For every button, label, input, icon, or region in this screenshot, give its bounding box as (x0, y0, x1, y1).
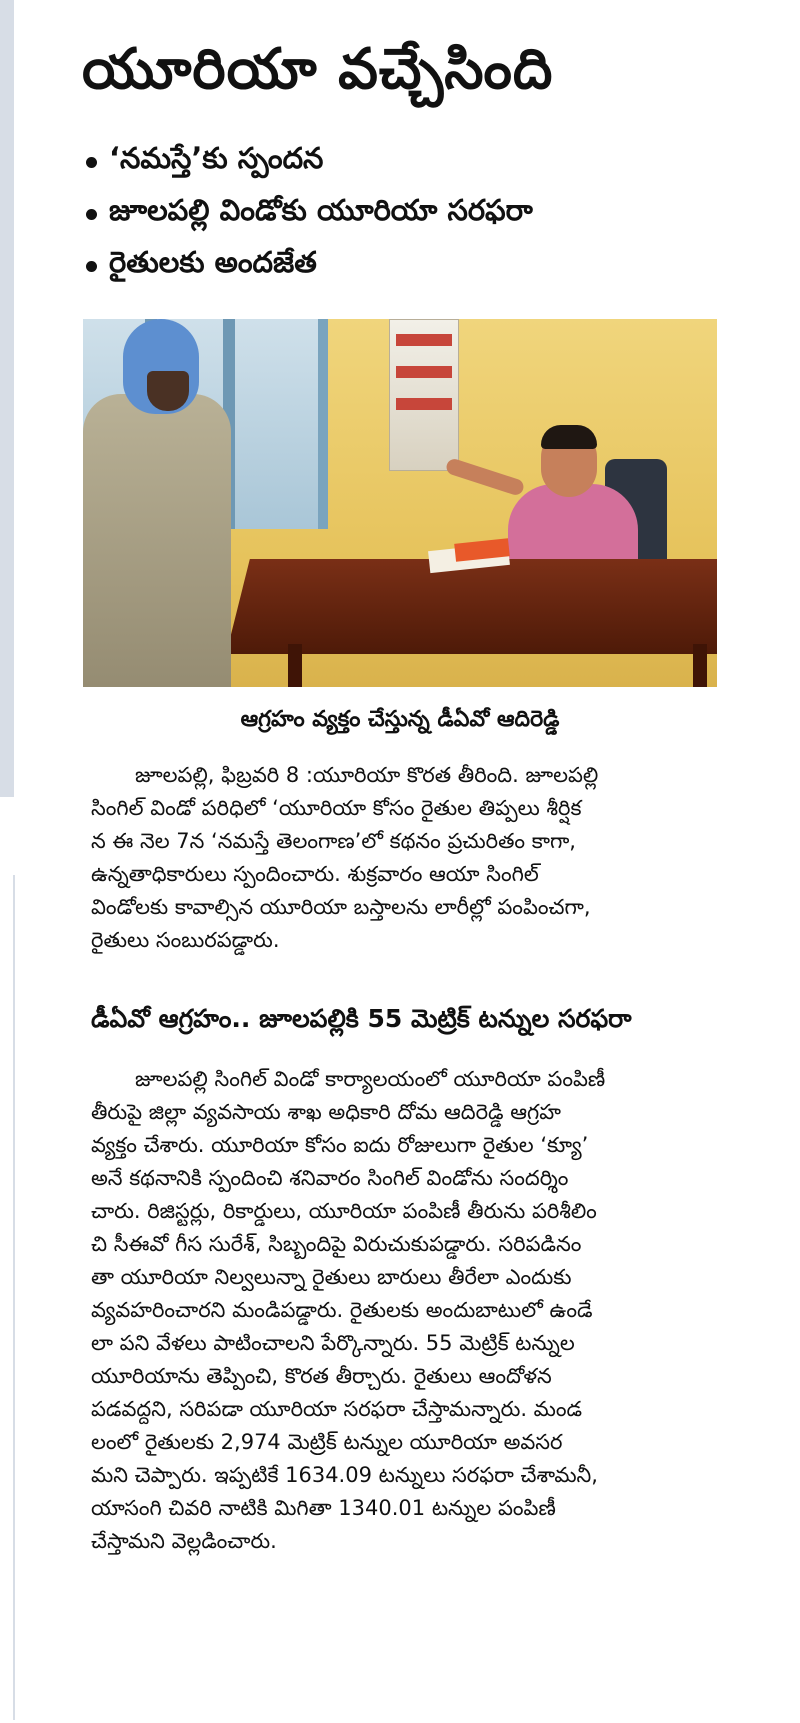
bullet-item (86, 240, 736, 292)
headline: యూరియా వచ్చేసింది (82, 37, 554, 102)
bullet-text: రైతులకు అందజేత (109, 245, 317, 279)
calendar-strip (396, 398, 452, 410)
paragraph-line: చి సీఈవో గీస సురేశ్, సిబ్బందిపై విరుచుకుపడ్డారు. సరిపడినం (91, 1232, 582, 1256)
paragraph-line: చేస్తామని వెల్లడించారు. (91, 1529, 277, 1553)
sub-heading: డీఏవో ఆగ్రహం.. జూలపల్లికి 55 మెట్రిక్ టన్నుల సరఫరా (91, 1004, 632, 1033)
left-margin-rule-lower (13, 875, 15, 1720)
bullet-text: ‘నమస్తే’కు స్పందన (109, 141, 324, 175)
paragraph-line: తీరుపై జిల్లా వ్యవసాయ శాఖ అధికారి దోమ ఆదిరెడ్డి ఆగ్రహ (91, 1100, 561, 1124)
paragraph-line: పడవద్దని, సరిపడా యూరియా సరఫరా చేస్తామన్నారు. మండ (91, 1397, 583, 1421)
bullet-item (86, 188, 736, 240)
bullet-dot-icon (86, 261, 97, 272)
seated-officer-hair (541, 425, 597, 449)
bullet-dot-icon (86, 157, 97, 168)
calendar-strip (396, 334, 452, 346)
paragraph-line: యాసంగి చివరి నాటికి మిగితా 1340.01 టన్నుల పంపిణీ (91, 1496, 556, 1520)
paragraph-line: జూలపల్లి సింగిల్ విండో కార్యాలయంలో యూరియా పంపిణీ (135, 1067, 606, 1091)
paragraph-line: ఉన్నతాధికారులు స్పందించారు. శుక్రవారం ఆయా సింగిల్ (91, 862, 539, 886)
article-paragraph-1 (91, 759, 723, 957)
paragraph-line: జూలపల్లి, ఫిబ్రవరి 8 :యూరియా కొరత తీరింది. జూలపల్లి (135, 763, 599, 787)
bullet-list (86, 136, 736, 292)
wall-calendar (389, 319, 459, 471)
paragraph-line: చారు. రిజిస్టర్లు, రికార్డులు, యూరియా పంపిణీ తీరును పరిశీలిం (91, 1199, 597, 1223)
paragraph-line: తా యూరియా నిల్వలున్నా రైతులు బారులు తీరేలా ఎందుకు (91, 1265, 572, 1289)
paragraph-line: వ్యక్తం చేశారు. యూరియా కోసం ఐదు రోజులుగా రైతుల ‘క్యూ’ (91, 1133, 589, 1157)
paragraph-line: లంలో రైతులకు 2,974 మెట్రిక్ టన్నుల యూరియా అవసర (91, 1430, 563, 1454)
office-desk (226, 559, 717, 654)
desk-leg (288, 644, 302, 687)
left-margin-rule (0, 0, 14, 797)
article-paragraph-2 (91, 1063, 723, 1558)
paragraph-line: విండోలకు కావాల్సిన యూరియా బస్తాలను లారీల్లో పంపించగా, (91, 895, 591, 919)
paragraph-line: లా పని వేళలు పాటించాలని పేర్కొన్నారు. 55 మెట్రిక్ టన్నుల (91, 1331, 575, 1355)
paragraph-line: యూరియాను తెప్పించి, కొరత తీర్చారు. రైతులు ఆందోళన (91, 1364, 552, 1388)
standing-man (83, 394, 231, 687)
news-photo (83, 319, 717, 687)
standing-man-beard (147, 371, 189, 411)
calendar-strip (396, 366, 452, 378)
paragraph-line: సింగిల్ విండో పరిధిలో ‘యూరియా కోసం రైతుల తిప్పలు శీర్షిక (91, 796, 582, 820)
paragraph-line: మని చెప్పారు. ఇప్పటికే 1634.09 టన్నులు సరఫరా చేశామనీ, (91, 1463, 598, 1487)
paragraph-line: న ఈ నెల 7న ‘నమస్తే తెలంగాణ’లో కథనం ప్రచురితం కాగా, (91, 829, 576, 853)
bullet-item (86, 136, 736, 188)
bullet-text: జూలపల్లి విండోకు యూరియా సరఫరా (109, 193, 533, 227)
paragraph-line: వ్యవహరించారని మండిపడ్డారు. రైతులకు అందుబాటులో ఉండే (91, 1298, 593, 1322)
paragraph-line: రైతులు సంబురపడ్డారు. (91, 928, 280, 952)
desk-leg (693, 644, 707, 687)
paragraph-line: అనే కథనానికి స్పందించి శనివారం సింగిల్ విండోను సందర్శిం (91, 1166, 569, 1190)
photo-caption: ఆగ్రహం వ్యక్తం చేస్తున్న డీఏవో ఆదిరెడ్డి (240, 707, 560, 732)
bullet-dot-icon (86, 209, 97, 220)
